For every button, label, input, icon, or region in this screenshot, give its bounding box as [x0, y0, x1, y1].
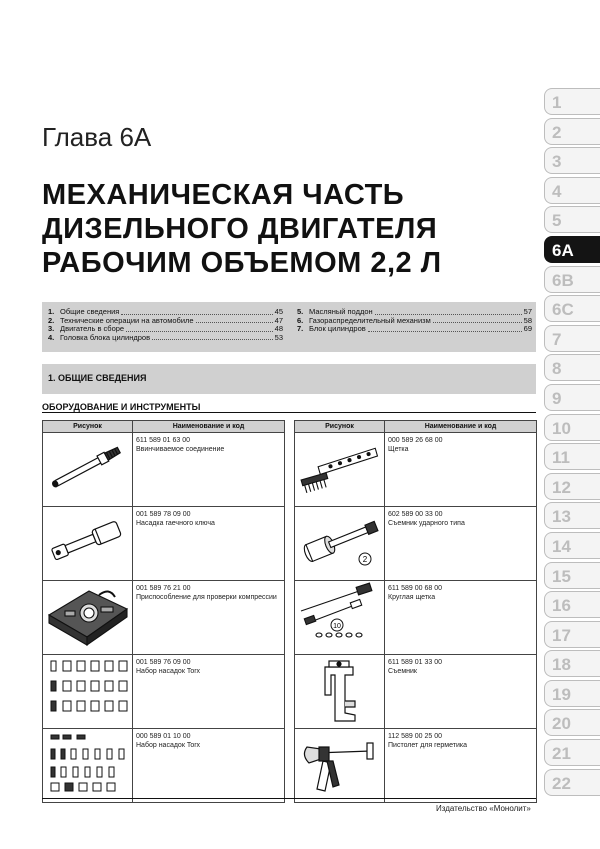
chapter-tab-1[interactable]: 1	[544, 88, 600, 115]
title-line-1: МЕХАНИЧЕСКАЯ ЧАСТЬ	[42, 179, 405, 211]
toc-leader-dots	[196, 317, 273, 324]
chapter-tab-8[interactable]: 8	[544, 354, 600, 381]
toc-entry[interactable]	[48, 334, 283, 343]
toc-entry-label: Масляный поддон	[309, 307, 373, 316]
toc-entry-page: 69	[523, 324, 532, 334]
toc-entry-number: 3.	[48, 324, 55, 334]
toc-entry-page: 53	[274, 332, 283, 342]
tool-code: 001 589 76 09 00	[136, 659, 191, 666]
toc-entry-page: 45	[274, 307, 283, 316]
tool-name: Съемник ударного типа	[388, 520, 465, 527]
toc-entry-number: 4.	[48, 332, 55, 342]
toc-entry-page: 48	[274, 324, 283, 334]
table-row	[295, 507, 537, 581]
toc-entry-label: Общие сведения	[60, 307, 120, 316]
table-row	[43, 433, 285, 507]
table-row	[295, 433, 537, 507]
toc-entry-page: 57	[523, 307, 532, 316]
toc-column-right	[297, 308, 532, 334]
publisher-credit: Издательство «Монолит»	[436, 804, 531, 813]
tool-code: 112 589 00 25 00	[388, 733, 442, 740]
callout-label: 10	[333, 623, 341, 630]
chapter-tab-strip	[544, 88, 600, 798]
toc-leader-dots	[375, 308, 522, 315]
tool-name: Круглая щетка	[388, 594, 436, 601]
chapter-tab-19[interactable]: 19	[544, 680, 600, 707]
footer-divider	[42, 798, 536, 799]
toc-entry-number: 5.	[297, 307, 304, 316]
torx-bit-set-icon	[43, 729, 131, 797]
toc-column-left	[48, 308, 283, 342]
toc-entry-label: Двигатель в сборе	[60, 324, 125, 334]
divider	[42, 412, 536, 413]
tools-table-right	[294, 420, 537, 803]
chapter-tab-7[interactable]: 7	[544, 325, 600, 352]
chapter-tab-21[interactable]: 21	[544, 739, 600, 766]
table-row	[43, 729, 285, 803]
tool-name: Насадка гаечного ключа	[136, 520, 215, 527]
chapter-tab-5[interactable]: 5	[544, 206, 600, 233]
tool-code: 611 589 01 33 00	[388, 659, 442, 666]
tool-code: 001 589 76 21 00	[136, 585, 191, 592]
column-header-name-code: Наименование и код	[385, 421, 537, 433]
wire-brush-icon	[295, 433, 383, 501]
title-line-3: РАБОЧИМ ОБЪЕМОМ 2,2 Л	[42, 247, 442, 279]
sealant-gun-icon	[295, 729, 383, 797]
toc-leader-dots	[368, 325, 522, 332]
chapter-tab-6a[interactable]: 6A	[544, 236, 600, 263]
chapter-tab-12[interactable]: 12	[544, 473, 600, 500]
tool-code: 611 589 00 68 00	[388, 585, 442, 592]
toc-entry-label: Блок цилиндров	[309, 324, 366, 334]
chapter-tab-17[interactable]: 17	[544, 621, 600, 648]
chapter-tab-6b[interactable]: 6B	[544, 266, 600, 293]
toc-leader-dots	[433, 317, 522, 324]
round-brush-icon	[295, 581, 383, 649]
toc-entry[interactable]	[297, 325, 532, 334]
callout-label: 2	[362, 555, 368, 564]
chapter-tab-18[interactable]: 18	[544, 650, 600, 677]
table-row	[43, 655, 285, 729]
chapter-tab-11[interactable]: 11	[544, 443, 600, 470]
tool-code: 000 589 26 68 00	[388, 437, 443, 444]
table-row	[295, 729, 537, 803]
chapter-tab-6c[interactable]: 6C	[544, 295, 600, 322]
tool-code: 602 589 00 33 00	[388, 511, 443, 518]
section-heading-bar	[42, 364, 536, 394]
table-of-contents	[42, 302, 536, 352]
toc-leader-dots	[152, 334, 273, 341]
chapter-tab-3[interactable]: 3	[544, 147, 600, 174]
chapter-tab-4[interactable]: 4	[544, 177, 600, 204]
puller-icon	[295, 655, 383, 723]
tool-code: 611 589 01 63 00	[136, 437, 190, 444]
tool-name: Ввинчиваемое соединение	[136, 446, 225, 453]
toc-entry-page: 47	[274, 315, 283, 325]
tool-name: Набор насадок Torx	[136, 742, 201, 749]
tool-code: 001 589 78 09 00	[136, 511, 191, 518]
section-heading: 1. ОБЩИЕ СВЕДЕНИЯ	[48, 373, 147, 383]
column-header-picture: Рисунок	[295, 421, 385, 433]
chapter-tab-16[interactable]: 16	[544, 591, 600, 618]
threaded-connector-icon	[43, 433, 131, 501]
tool-name: Набор насадок Torx	[136, 668, 201, 675]
table-row	[295, 581, 537, 655]
equipment-heading: ОБОРУДОВАНИЕ И ИНСТРУМЕНТЫ	[42, 402, 201, 412]
tool-code: 000 589 01 10 00	[136, 733, 191, 740]
toc-entry-page: 58	[523, 315, 532, 325]
toc-leader-dots	[126, 325, 273, 332]
toc-leader-dots	[121, 308, 272, 315]
torx-socket-set-icon	[43, 655, 131, 723]
chapter-tab-9[interactable]: 9	[544, 384, 600, 411]
slide-hammer-icon	[295, 507, 383, 575]
toc-entry-number: 1.	[48, 307, 55, 316]
column-header-picture: Рисунок	[43, 421, 133, 433]
chapter-tab-15[interactable]: 15	[544, 562, 600, 589]
toc-entry-label: Газораспределительный механизм	[309, 315, 431, 325]
table-row	[295, 655, 537, 729]
chapter-tab-20[interactable]: 20	[544, 709, 600, 736]
tool-name: Съемник	[388, 668, 417, 675]
chapter-label: Глава 6А	[42, 122, 152, 152]
chapter-tab-22[interactable]: 22	[544, 769, 600, 796]
tool-name: Приспособление для проверки компрессии	[136, 594, 277, 601]
toc-entry-label: Головка блока цилиндров	[60, 332, 151, 342]
toc-entry-number: 6.	[297, 315, 304, 325]
toc-entry-number: 7.	[297, 324, 304, 334]
tools-table-left	[42, 420, 285, 803]
chapter-tab-14[interactable]: 14	[544, 532, 600, 559]
chapter-tab-10[interactable]: 10	[544, 414, 600, 441]
chapter-tab-2[interactable]: 2	[544, 118, 600, 145]
page-title	[42, 178, 532, 280]
title-line-2: ДИЗЕЛЬНОГО ДВИГАТЕЛЯ	[42, 213, 438, 245]
table-row	[43, 507, 285, 581]
column-header-name-code: Наименование и код	[133, 421, 285, 433]
table-row	[43, 581, 285, 655]
chapter-tab-13[interactable]: 13	[544, 502, 600, 529]
toc-entry-label: Технические операции на автомобиле	[60, 315, 194, 325]
tool-name: Щетка	[388, 446, 409, 453]
compression-tester-kit-icon	[43, 581, 131, 649]
tool-name: Пистолет для герметика	[388, 742, 467, 749]
toc-entry-number: 2.	[48, 315, 55, 325]
wrench-socket-icon	[43, 507, 131, 575]
